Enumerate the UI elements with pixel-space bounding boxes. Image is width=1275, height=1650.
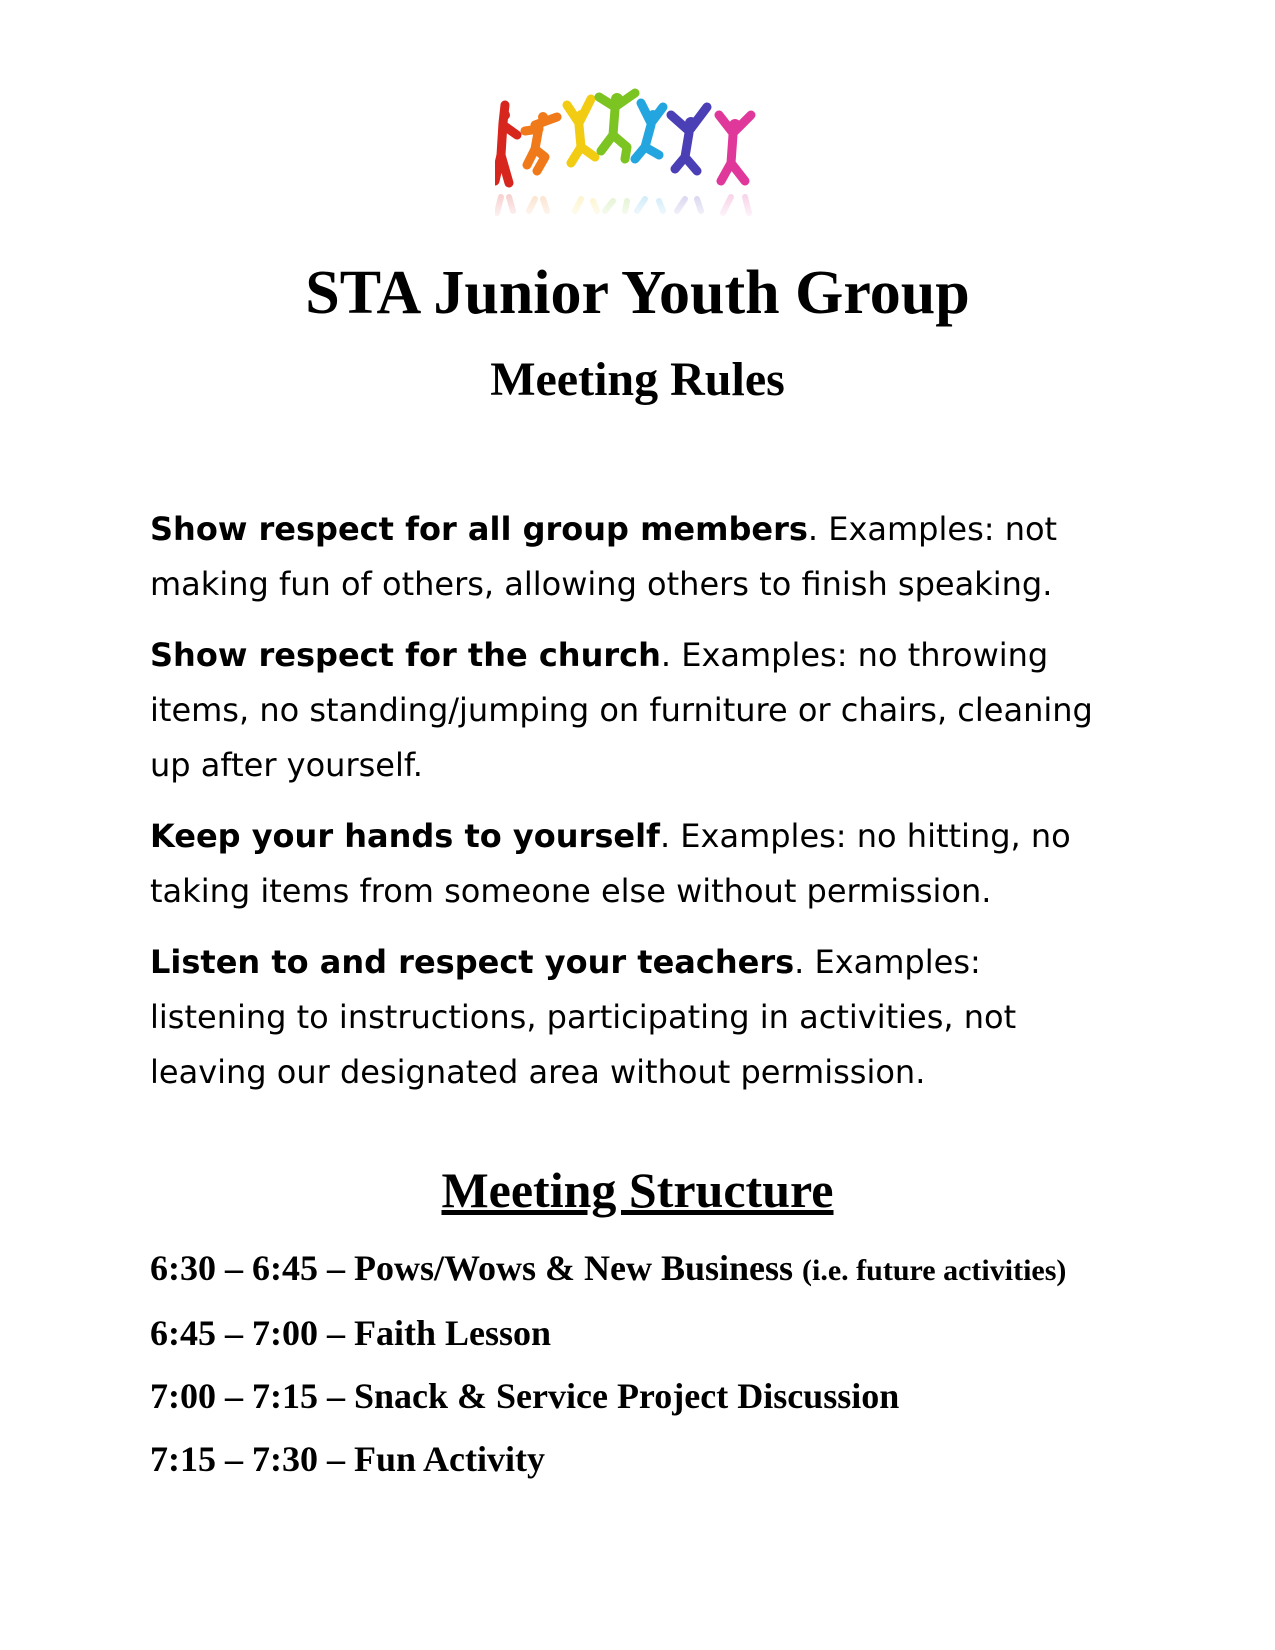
rule-detail-text: . Examples: not making fun of others, allowing others to finish speaking. xyxy=(150,510,1058,603)
schedule-item-text: 7:15 – 7:30 – Fun Activity xyxy=(150,1439,545,1479)
rule-bold-text: Show respect for the church xyxy=(150,636,661,674)
rule-bold-text: Show respect for all group members xyxy=(150,510,808,548)
rule-bold-text: Keep your hands to yourself xyxy=(150,817,660,855)
page-title: STA Junior Youth Group xyxy=(305,259,970,327)
rule-bold-text: Listen to and respect your teachers xyxy=(150,943,795,981)
rule-detail-text: . Examples: no hitting, no taking items from someone else without permission. xyxy=(150,817,1071,910)
schedule-item-text: 7:00 – 7:15 – Snack & Service Project Discussion xyxy=(150,1376,900,1416)
rule-item xyxy=(150,502,1110,612)
schedule-list xyxy=(150,1237,1260,1491)
schedule-item xyxy=(150,1237,1260,1302)
schedule-item-note: (i.e. future activities) xyxy=(802,1254,1067,1287)
schedule-item-text: 6:30 – 6:45 – Pows/Wows & New Business xyxy=(150,1248,803,1288)
jumping-people-logo-icon xyxy=(495,85,780,225)
rule-detail-text: . Examples: no throwing items, no standing/jumping on furniture or chairs, cleaning up after yourself. xyxy=(150,636,1093,784)
rules-list xyxy=(150,502,1110,1116)
meeting-structure-heading: Meeting Structure xyxy=(441,1162,834,1218)
rule-detail-text: . Examples: listening to instructions, participating in activities, not leaving our designated area without permission. xyxy=(150,943,1017,1091)
schedule-item xyxy=(150,1302,1260,1365)
rule-item xyxy=(150,628,1110,793)
page-subtitle: Meeting Rules xyxy=(490,353,785,406)
schedule-item xyxy=(150,1428,1260,1491)
schedule-item xyxy=(150,1365,1260,1428)
logo-graphic xyxy=(495,85,780,225)
rule-item xyxy=(150,809,1110,919)
schedule-item-text: 6:45 – 7:00 – Faith Lesson xyxy=(150,1313,552,1353)
rule-item xyxy=(150,935,1110,1100)
